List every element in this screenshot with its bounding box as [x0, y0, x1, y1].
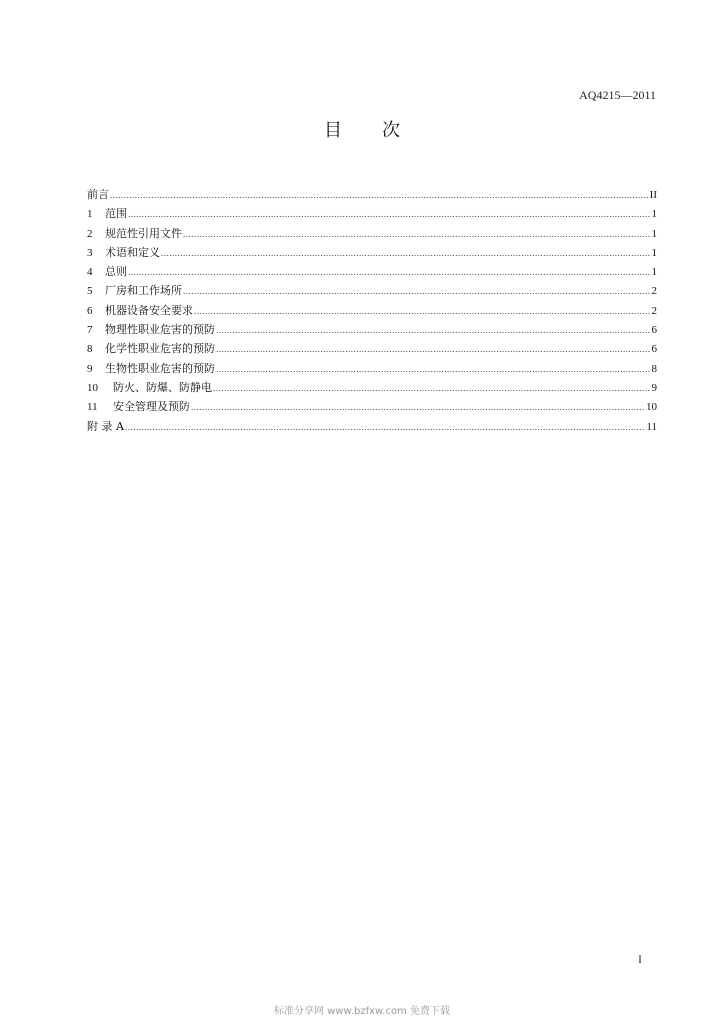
toc-entry[interactable]: [87, 224, 657, 243]
toc-entry[interactable]: [87, 417, 657, 436]
toc-dot-leader: [183, 225, 651, 244]
table-of-contents: [87, 185, 657, 436]
toc-dot-leader: [183, 282, 651, 301]
toc-entry-page: 2: [651, 285, 657, 298]
toc-entry-number: 5: [87, 285, 93, 298]
toc-entry[interactable]: [87, 262, 657, 281]
toc-entry[interactable]: [87, 243, 657, 262]
toc-entry[interactable]: [87, 320, 657, 339]
toc-dot-leader: [213, 379, 651, 398]
toc-entry-number: 4: [87, 266, 93, 279]
toc-entry[interactable]: [87, 339, 657, 358]
toc-entry-label: 防火、防爆、防静电: [113, 380, 212, 394]
toc-dot-leader: [128, 205, 651, 224]
toc-entry-page: 6: [651, 343, 657, 356]
toc-entry[interactable]: [87, 301, 657, 320]
toc-entry[interactable]: [87, 397, 657, 416]
toc-entry-number: 11: [87, 401, 98, 414]
toc-dot-leader: [128, 263, 651, 282]
toc-entry-number: 2: [87, 227, 93, 240]
toc-entry-label: 范围: [105, 207, 127, 221]
toc-entry-number: 10: [87, 381, 98, 394]
toc-entry-page: 1: [651, 246, 657, 259]
toc-entry-number: 6: [87, 304, 93, 317]
toc-entry-number: 8: [87, 343, 93, 356]
toc-entry-page: II: [649, 189, 657, 201]
toc-entry[interactable]: [87, 378, 657, 397]
toc-entry-page: 1: [651, 208, 657, 221]
toc-entry-page: 2: [651, 304, 657, 317]
toc-entry-label: 物理性职业危害的预防: [105, 323, 215, 337]
toc-dot-leader: [194, 302, 651, 321]
toc-dot-leader: [161, 244, 651, 263]
toc-entry-label: 安全管理及预防: [113, 400, 190, 414]
toc-entry-label: 机器设备安全要求: [105, 303, 193, 317]
toc-entry-number: 1: [87, 208, 93, 221]
footer-watermark: 标准分享网 www.bzfxw.com 免费下载: [274, 1006, 450, 1017]
toc-entry-page: 1: [651, 266, 657, 279]
toc-entry-page: 9: [651, 381, 657, 394]
toc-entry-page: 10: [646, 401, 657, 414]
toc-entry-label: 化学性职业危害的预防: [105, 342, 215, 356]
toc-entry-number: 7: [87, 324, 93, 337]
toc-entry-label: 生物性职业危害的预防: [105, 361, 215, 375]
toc-dot-leader: [110, 186, 649, 205]
toc-entry-number: 9: [87, 362, 93, 375]
page-title: 目次: [324, 120, 440, 141]
toc-entry[interactable]: [87, 359, 657, 378]
toc-dot-leader: [216, 360, 651, 379]
toc-entry-page: 6: [651, 324, 657, 337]
toc-entry-label: 术语和定义: [105, 245, 160, 259]
toc-entry[interactable]: [87, 204, 657, 223]
toc-dot-leader: [125, 418, 645, 437]
toc-entry-page: 11: [646, 420, 657, 433]
toc-entry-label: 总则: [105, 265, 127, 279]
toc-entry-number: 3: [87, 246, 93, 259]
toc-entry-label: 附 录 A: [87, 419, 124, 433]
toc-entry[interactable]: [87, 185, 657, 204]
toc-entry-label: 前言: [87, 188, 109, 201]
standard-code: AQ4215—2011: [579, 88, 656, 102]
toc-entry-label: 厂房和工作场所: [105, 284, 182, 298]
toc-dot-leader: [216, 340, 651, 359]
toc-entry-label: 规范性引用文件: [105, 226, 182, 240]
toc-entry-page: 8: [651, 362, 657, 375]
toc-entry-page: 1: [651, 227, 657, 240]
toc-entry[interactable]: [87, 281, 657, 300]
page-number: I: [638, 952, 642, 966]
toc-dot-leader: [191, 398, 645, 417]
toc-dot-leader: [216, 321, 651, 340]
